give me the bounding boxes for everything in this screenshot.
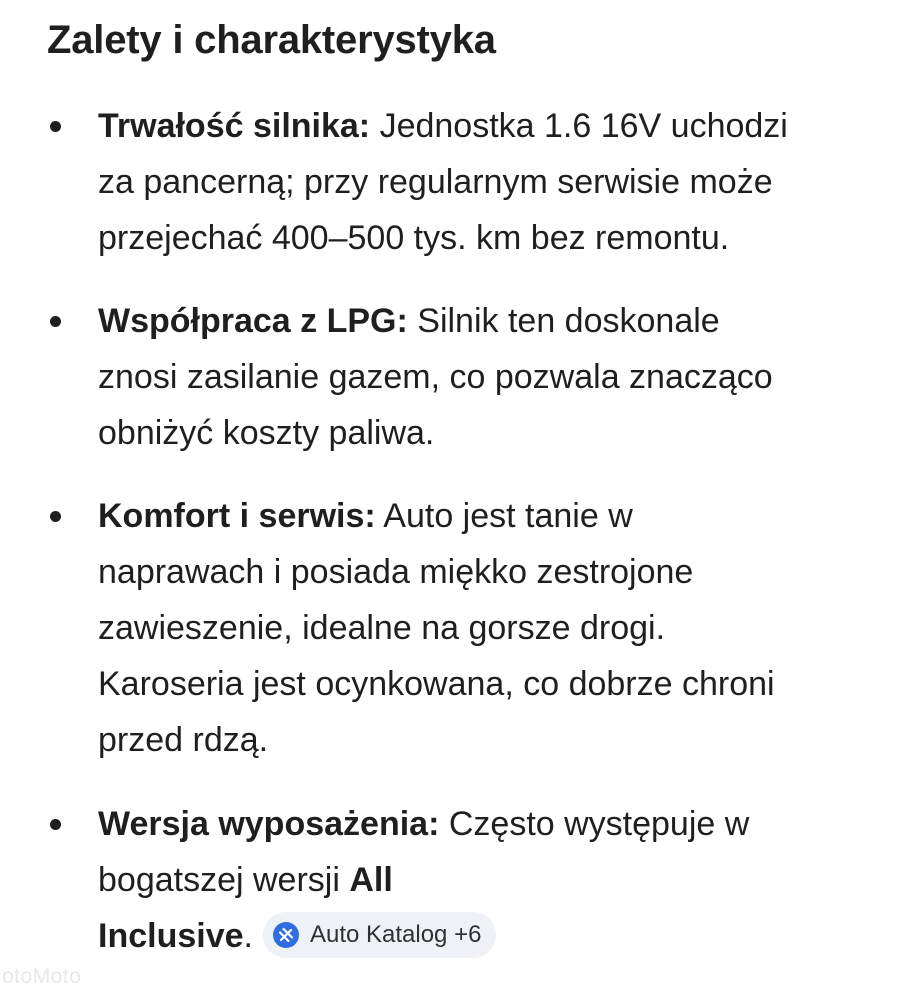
bullet-dot: [50, 121, 61, 132]
item-text-line: znosi zasilanie gazem, co pozwala znacząco: [98, 358, 773, 396]
item-text-line: obniżyć koszty paliwa.: [98, 414, 435, 452]
item-text-line: Często występuje w: [439, 805, 750, 843]
item-term: Współpraca z LPG:: [98, 302, 408, 340]
item-text-line: przed rdzą.: [98, 721, 269, 759]
list-item-text: [98, 488, 868, 768]
item-term: Komfort i serwis:: [98, 497, 376, 535]
source-site-icon: [273, 922, 299, 948]
item-text-line: Jednostka 1.6 16V uchodzi: [370, 107, 788, 145]
item-text-line: bogatszej wersji: [98, 861, 350, 899]
item-text-line: przejechać 400–500 tys. km bez remontu.: [98, 219, 730, 257]
list-item-text: [98, 293, 868, 461]
bullet-dot: [50, 316, 61, 327]
item-bold-text: Inclusive: [98, 917, 244, 955]
item-text-line: Silnik ten doskonale: [407, 302, 720, 340]
bullet-dot: [50, 511, 61, 522]
item-term: Wersja wyposażenia:: [98, 805, 440, 843]
item-text-line: .: [243, 917, 253, 955]
item-text-line: naprawach i posiada miękko zestrojone: [98, 553, 694, 591]
watermark-logo: otoMoto: [2, 965, 82, 988]
bullet-dot: [50, 819, 61, 830]
source-chip-label: Auto Katalog +6: [309, 921, 482, 949]
item-text-line: Auto jest tanie w: [375, 497, 633, 535]
list-item-text: [98, 796, 868, 964]
item-bold-text: All: [349, 861, 393, 899]
item-text-line: Karoseria jest ocynkowana, co dobrze chroni: [98, 665, 775, 703]
item-text-line: zawieszenie, idealne na gorsze drogi.: [98, 609, 666, 647]
section-heading: Zalety i charakterystyka: [47, 18, 496, 62]
source-chip-button[interactable]: [263, 912, 496, 958]
item-text-line: za pancerną; przy regularnym serwisie może: [98, 163, 773, 201]
item-term: Trwałość silnika:: [98, 107, 371, 145]
list-item-text: [98, 98, 868, 266]
